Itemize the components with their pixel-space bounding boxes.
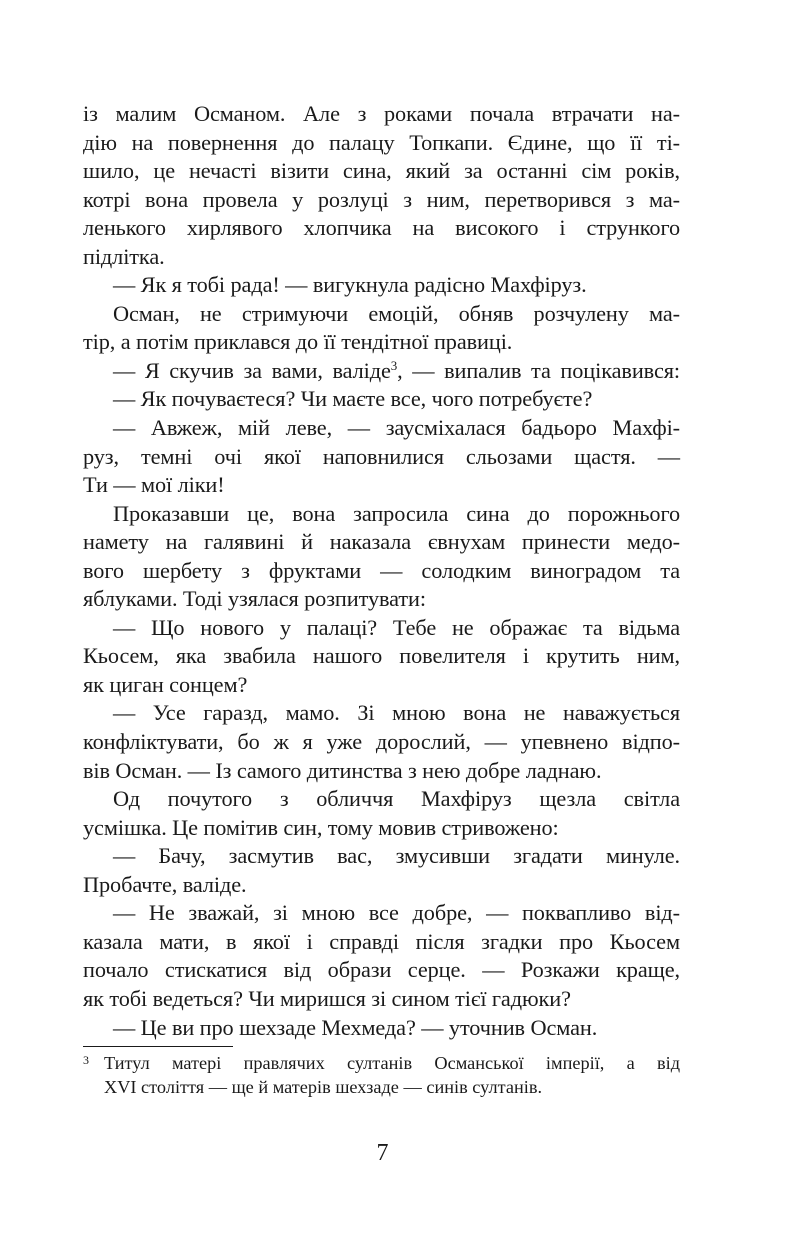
footnote-body [104, 1051, 680, 1099]
text-line: як циган сонцем? [83, 671, 248, 697]
text-line: конфліктувати, бо ж я уже дорослий, — упевнено відпо- [83, 729, 680, 755]
text-line: Кьосем, яка звабила нашого повелителя і крутить ним, [83, 643, 680, 669]
footnote-line-2: XVI століття — ще й матерів шехзаде — синів султанів. [104, 1077, 543, 1097]
text-line: із малим Османом. Але з роками почала втрачати на- [83, 101, 680, 126]
text-line: — Усе гаразд, мамо. Зі мною вона не наважується [113, 700, 680, 726]
text-line: Проказавши це, вона запросила сина до порожнього [113, 500, 680, 526]
body-text [83, 100, 680, 1042]
footnote [83, 1051, 680, 1099]
footnote-line-1: Титул матері правлячих султанів Османської імперії, а від [104, 1053, 680, 1073]
text-line: вів Осман. — Із самого дитинства з нею добре ладнаю. [83, 757, 602, 783]
text-line: як тобі ведеться? Чи миришся зі сином тієї гадюки? [83, 985, 571, 1011]
text-segment: — Я скучив за вами, валіде [113, 357, 391, 383]
text-line: Ти — мої ліки! [83, 472, 225, 498]
text-line: — Це ви про шехзаде Мехмеда? — уточнив Осман. [113, 1014, 598, 1040]
text-line: Од почутого з обличчя Махфіруз щезла світла [113, 786, 680, 812]
text-line: почало стискатися від образи серце. — Розкажи краще, [83, 957, 680, 983]
text-line: ленького хирлявого хлопчика на високого і стрункого [83, 215, 680, 241]
footnote-reference[interactable]: 3 [390, 357, 398, 373]
text-line: намету на галявині й наказала євнухам принести медо- [83, 529, 680, 555]
text-line: — Як я тобі рада! — вигукнула радісно Махфіруз. [113, 272, 587, 298]
footnote-mark: 3 [83, 1053, 89, 1067]
text-line: Пробачте, валіде. [83, 871, 247, 897]
text-line: руз, темні очі якої наповнилися сльозами щастя. — [83, 443, 680, 469]
text-line: — Авжеж, мій леве, — заусміхалася бадьоро Махфі- [113, 415, 680, 441]
text-line: — Як почуваєтеся? Чи маєте все, чого потребуєте? [113, 386, 593, 412]
text-line: Осман, не стримуючи емоцій, обняв розчулену ма- [113, 300, 680, 326]
text-line: підлітка. [83, 243, 165, 269]
text-line: — Що нового у палаці? Тебе не ображає та відьма [113, 614, 680, 640]
text-line: — Бачу, засмутив вас, змусивши згадати минуле. [113, 843, 680, 869]
text-line: казала мати, в якої і справді після згадки про Кьосем [83, 928, 680, 954]
text-line: тір, а потім приклався до її тендітної правиці. [83, 329, 513, 355]
text-line: вого шербету з фруктами — солодким виноградом та [83, 557, 680, 583]
footnote-divider [83, 1046, 233, 1047]
text-line: усмішка. Це помітив син, тому мовив стривожено: [83, 814, 559, 840]
text-line: — Не зважай, зі мною все добре, — поквапливо від- [113, 900, 680, 926]
page-number: 7 [376, 1140, 389, 1166]
page-body [83, 100, 680, 1042]
text-line [83, 357, 680, 386]
text-line: котрі вона провела у розлуці з ним, перетворився з ма- [83, 186, 680, 212]
text-line: дію на повернення до палацу Топкапи. Єдине, що її ті- [83, 129, 680, 155]
text-segment: , — випалив та поцікавився: [397, 357, 680, 383]
text-line: яблуками. Тоді узялася розпитувати: [83, 586, 426, 612]
text-line: шило, це нечасті візити сина, який за останні сім років, [83, 158, 680, 184]
